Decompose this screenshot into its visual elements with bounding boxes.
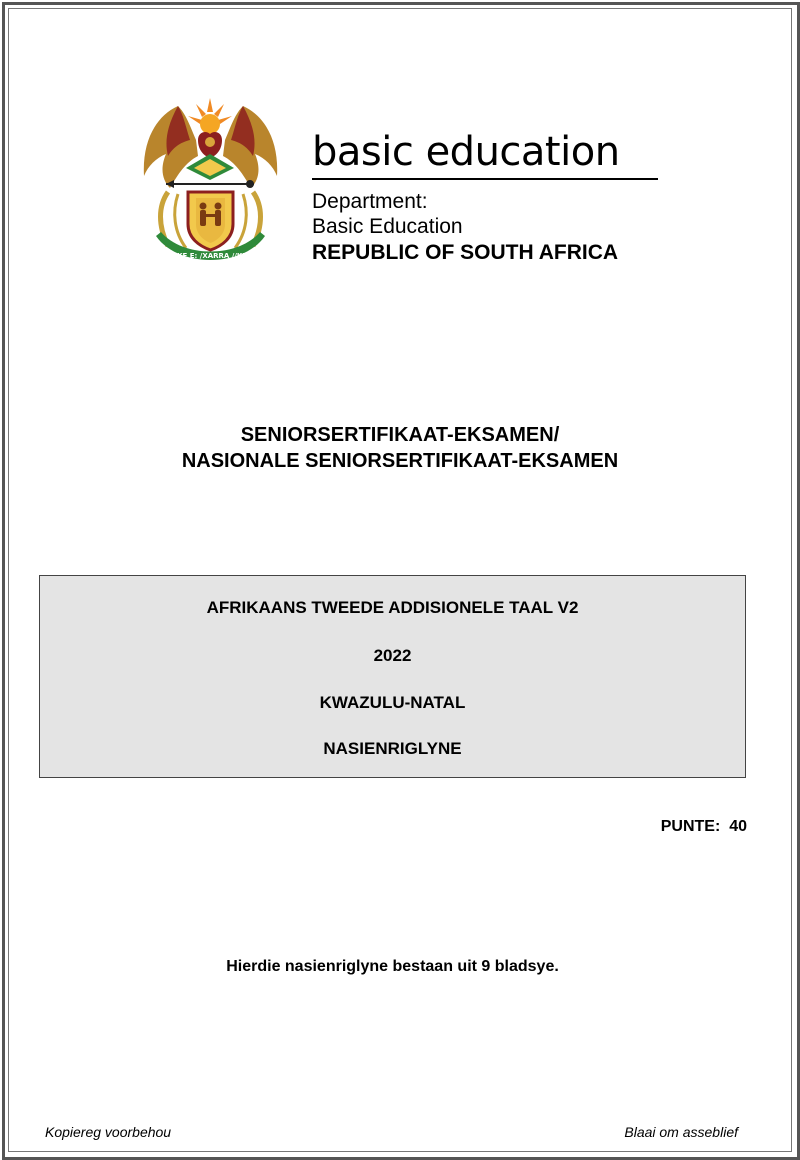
department-branding (312, 128, 662, 266)
brand-divider (312, 178, 658, 180)
exam-title-line1: SENIORSERTIFIKAAT-EKSAMEN/ (240, 424, 560, 446)
subject-title: AFRIKAANS TWEEDE ADDISIONELE TAAL V2 (206, 598, 579, 617)
exam-title (0, 422, 800, 474)
copyright-footer: Kopiereg voorbehou (45, 1124, 172, 1140)
total-marks: PUNTE: 40 (660, 818, 747, 835)
exam-title-line2: NASIONALE SENIORSERTIFIKAAT-EKSAMEN (181, 450, 619, 472)
exam-year: 2022 (373, 646, 412, 665)
department-name: Basic Education (312, 215, 463, 238)
province-name: KWAZULU-NATAL (319, 693, 466, 712)
department-label: Department: (312, 190, 428, 213)
exam-info-box (39, 575, 746, 778)
turn-over-footer: Blaai om asseblief (624, 1124, 738, 1140)
document-type: NASIENRIGLYNE (323, 739, 462, 758)
crest-motto: !KE E: /XARRA //KE (173, 252, 248, 260)
brand-title: basic education (312, 129, 620, 175)
coat-of-arms-logo (138, 96, 283, 272)
country-name: REPUBLIC OF SOUTH AFRICA (312, 241, 619, 264)
page-count-note: Hierdie nasienriglyne bestaan uit 9 bladsye. (226, 958, 559, 975)
